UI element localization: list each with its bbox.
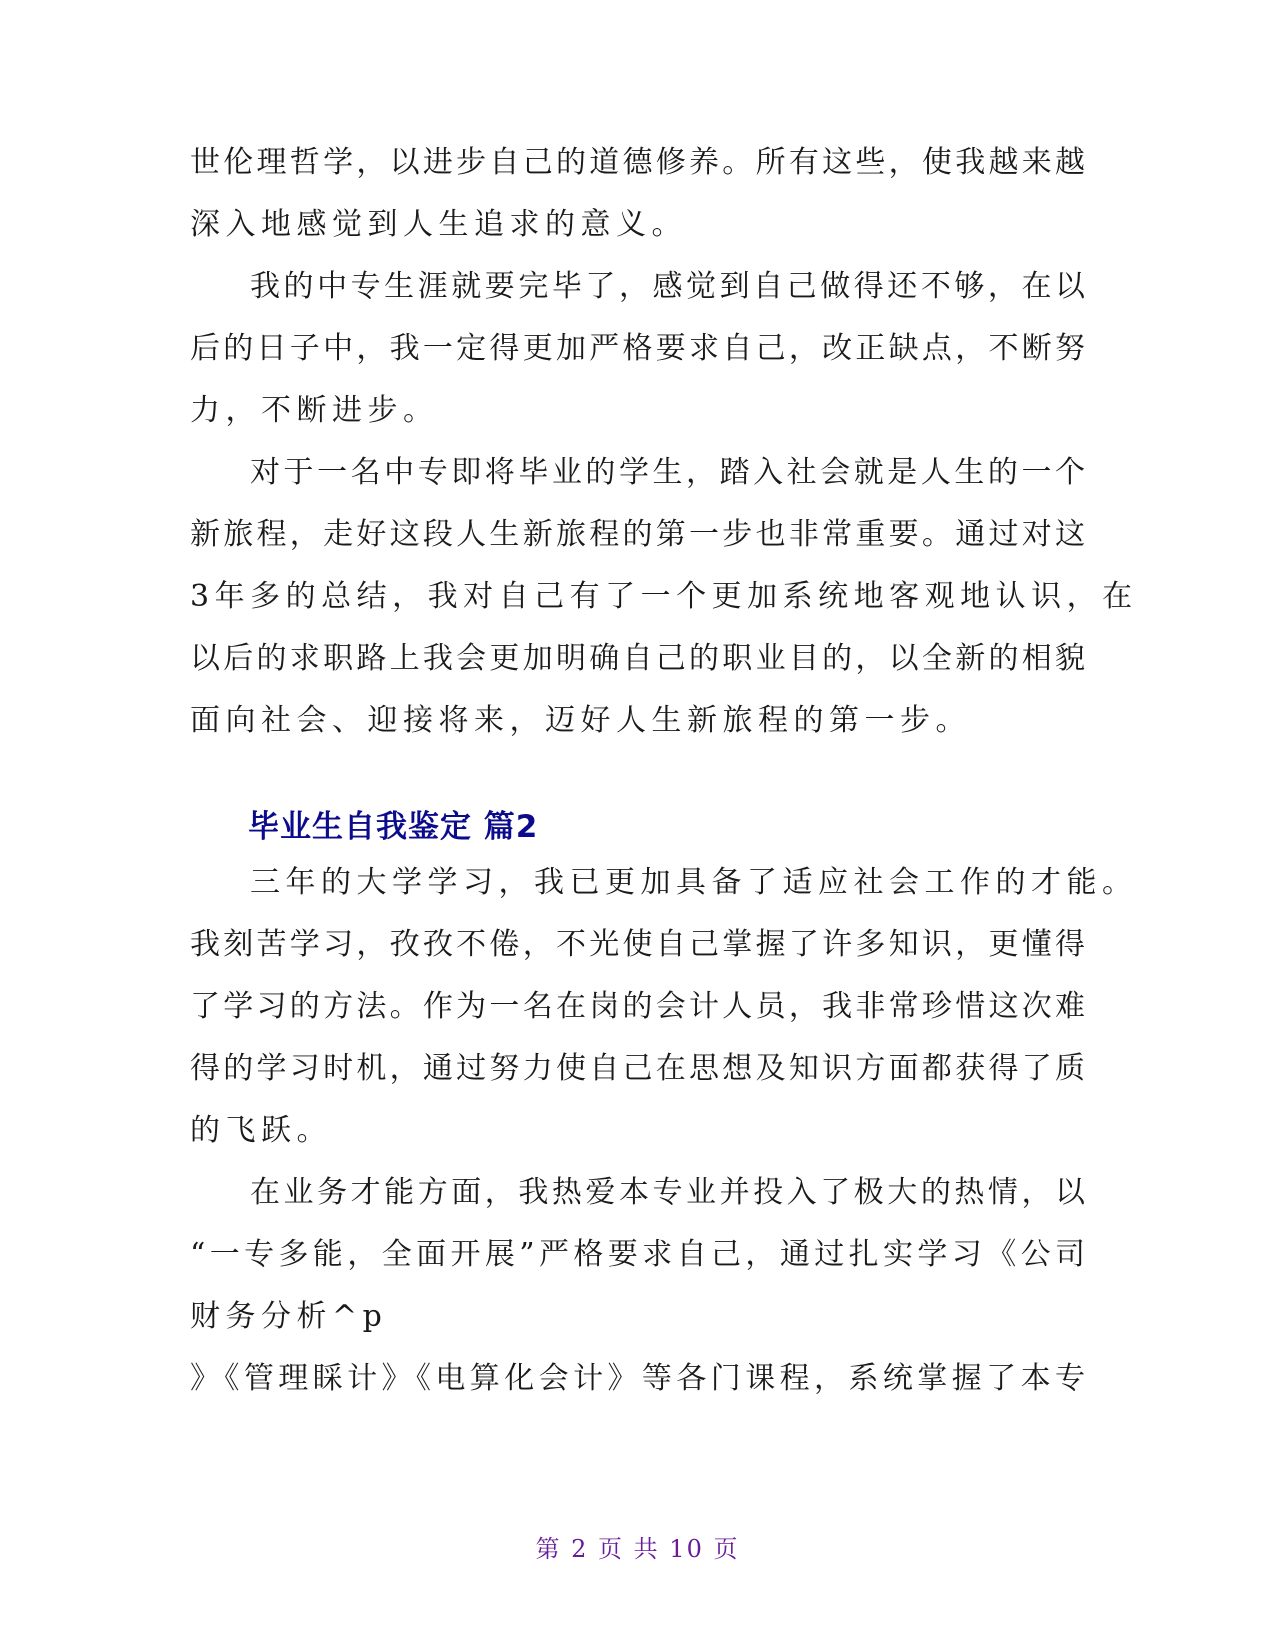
paragraph-line: 我刻苦学习，孜孜不倦，不光使自己掌握了许多知识，更懂得 <box>190 927 1085 962</box>
paragraph-line: 面向社会、迎接将来，迈好人生新旅程的第一步。 <box>190 703 971 738</box>
paragraph-line: 》《管理睬计》《电算化会计》等各门课程，系统掌握了本专 <box>190 1361 1085 1396</box>
paragraph-line: 力，不断进步。 <box>190 393 439 428</box>
paragraph-line: 了学习的方法。作为一名在岗的会计人员，我非常珍惜这次难 <box>190 989 1085 1024</box>
section-heading: 毕业生自我鉴定 篇2 <box>248 809 539 845</box>
paragraph-line: 后的日子中，我一定得更加严格要求自己，改正缺点，不断努 <box>190 331 1085 366</box>
paragraph-line: 三年的大学学习，我已更加具备了适应社会工作的才能。 <box>250 865 1138 900</box>
paragraph-line: 得的学习时机，通过努力使自己在思想及知识方面都获得了质 <box>190 1051 1085 1086</box>
paragraph-line: 以后的求职路上我会更加明确自己的职业目的，以全新的相貌 <box>190 641 1085 676</box>
paragraph-line: “一专多能，全面开展”严格要求自己，通过扎实学习《公司 <box>190 1237 1085 1272</box>
paragraph-line: 新旅程，走好这段人生新旅程的第一步也非常重要。通过对这 <box>190 517 1085 552</box>
page-number-footer: 第 2 页 共 10 页 <box>535 1535 740 1563</box>
paragraph-line: 在业务才能方面，我热爱本专业并投入了极大的热情，以 <box>250 1175 1085 1210</box>
paragraph-line: 我的中专生涯就要完毕了，感觉到自己做得还不够，在以 <box>250 269 1085 304</box>
paragraph-line: 3年多的总结，我对自己有了一个更加系统地客观地认识，在 <box>190 579 1138 614</box>
paragraph-line: 世伦理哲学，以进步自己的道德修养。所有这些，使我越来越 <box>190 145 1085 180</box>
paragraph-line: 的飞跃。 <box>190 1113 332 1148</box>
paragraph-line: 对于一名中专即将毕业的学生，踏入社会就是人生的一个 <box>250 455 1085 490</box>
paragraph-line: 财务分析^p <box>190 1299 388 1334</box>
paragraph-line: 深入地感觉到人生追求的意义。 <box>190 207 687 242</box>
